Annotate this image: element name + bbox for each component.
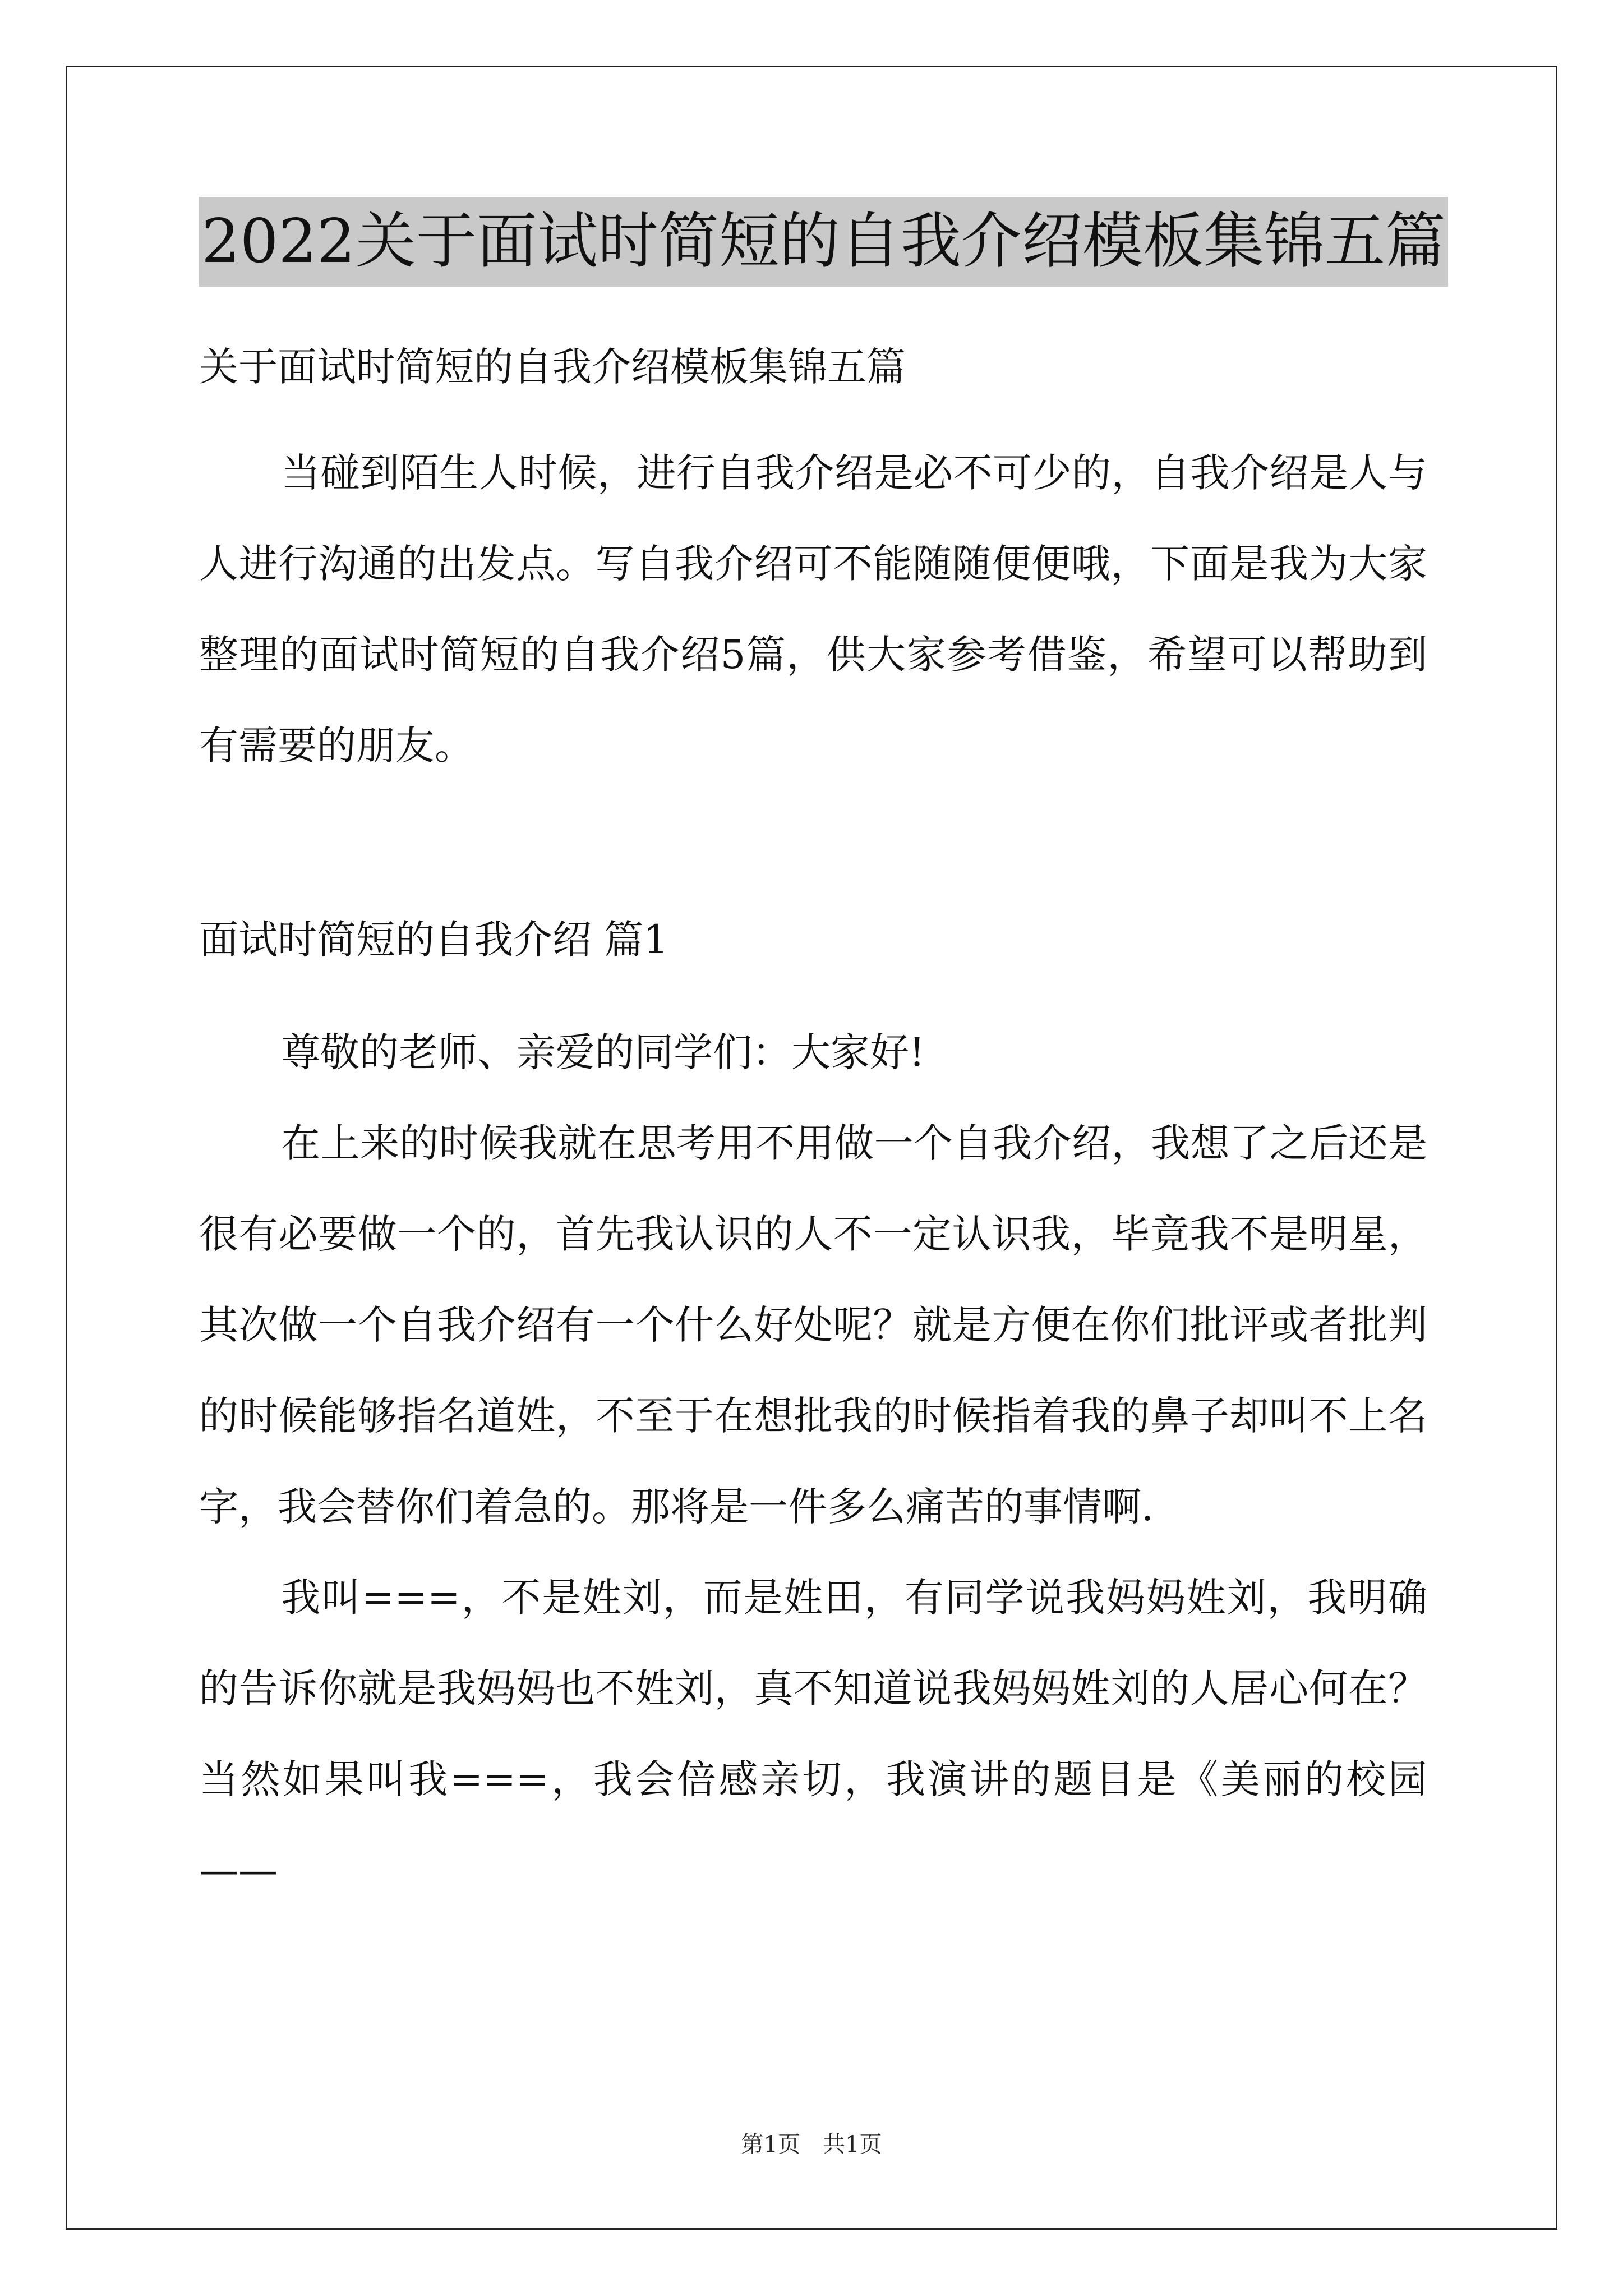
document-subtitle: 关于面试时简短的自我介绍模板集锦五篇 bbox=[199, 344, 906, 390]
greeting-paragraph: 尊敬的老师、亲爱的同学们：大家好! bbox=[281, 1029, 925, 1075]
document-body bbox=[199, 185, 1446, 1916]
section-heading: 面试时简短的自我介绍 篇1 bbox=[199, 917, 668, 963]
title-wrap bbox=[199, 185, 1446, 297]
body-paragraph: 我叫===，不是姓刘，而是姓田，有同学说我妈妈姓刘，我明确的告诉你就是我妈妈也不姓刘，真不知道说我妈妈姓刘的人居心何在？当然如果叫我===，我会倍感亲切，我演讲的题目是《美丽的校园—— bbox=[199, 1575, 1427, 1893]
intro-paragraph: 当碰到陌生人时候，进行自我介绍是必不可少的，自我介绍是人与人进行沟通的出发点。写自我介绍可不能随随便便哦，下面是我为大家整理的面试时简短的自我介绍5篇，供大家参考借鉴，希望可以帮助到有需要的朋友。 bbox=[199, 450, 1427, 769]
page-footer: 第1页 共1页 bbox=[741, 2132, 882, 2157]
document-title: 2022关于面试时简短的自我介绍模板集锦五篇 bbox=[199, 197, 1448, 287]
body-paragraph: 在上来的时候我就在思考用不用做一个自我介绍，我想了之后还是很有必要做一个的，首先我认识的人不一定认识我，毕竟我不是明星，其次做一个自我介绍有一个什么好处呢？就是方便在你们批评或者批判的时候能够指名道姓，不至于在想批我的时候指着我的鼻子却叫不上名字，我会替你们着急的。那将是一件多么痛苦的事情啊. bbox=[199, 1120, 1427, 1530]
